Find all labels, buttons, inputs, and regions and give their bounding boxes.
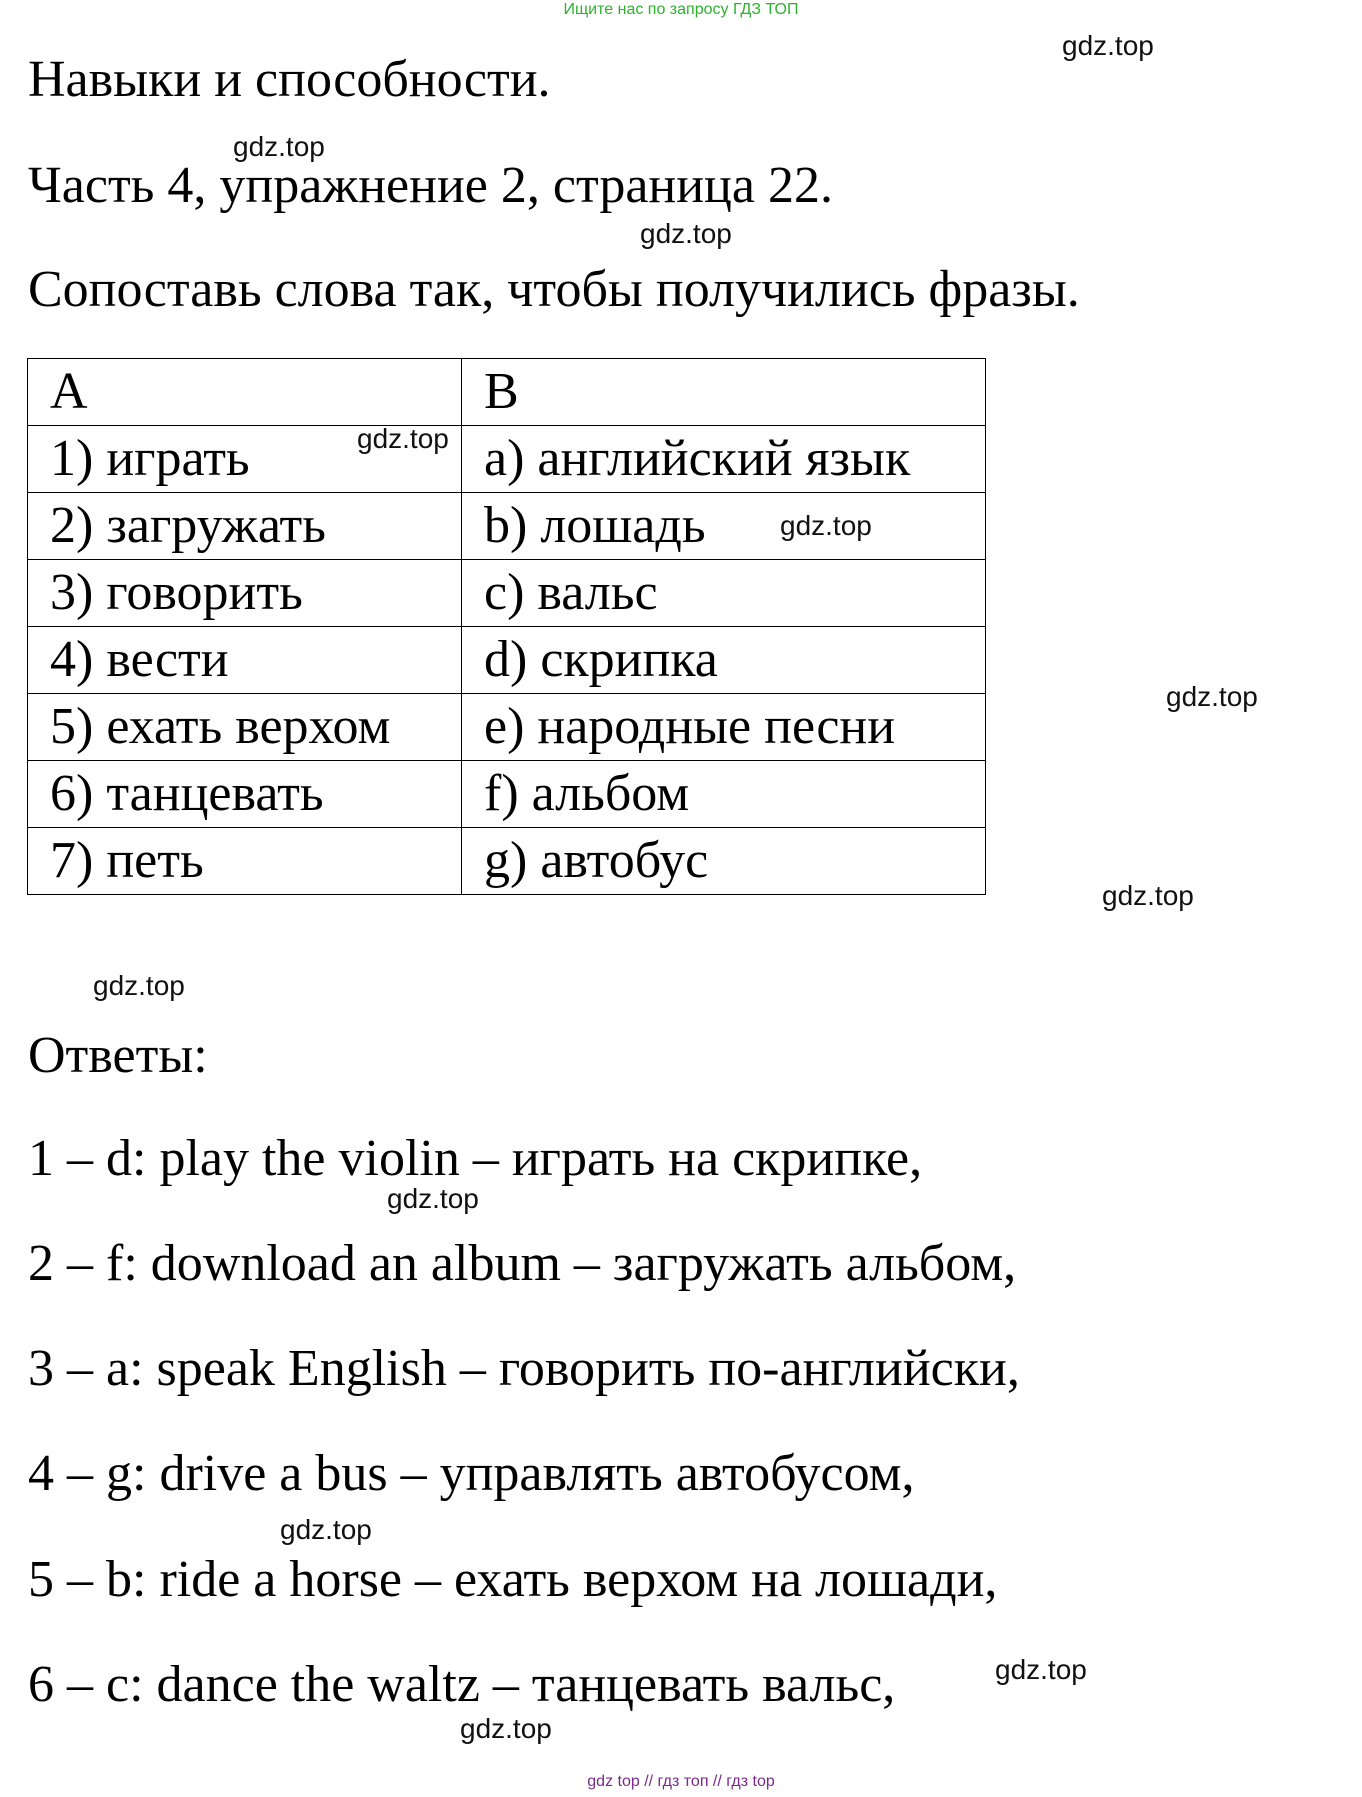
watermark: gdz.top	[93, 970, 185, 1001]
cell-a: 2) загружать	[28, 493, 462, 560]
watermark: gdz.top	[640, 218, 732, 249]
cell-b: f) альбом	[462, 761, 986, 828]
page-title: Навыки и способности.	[28, 51, 551, 108]
watermark: gdz.top	[233, 131, 325, 162]
exercise-instruction: Сопоставь слова так, чтобы получились фразы.	[28, 261, 1080, 318]
watermark: gdz.top	[995, 1654, 1087, 1685]
watermark: gdz.top	[780, 510, 872, 541]
table-row	[28, 426, 986, 493]
cell-a: 3) говорить	[28, 560, 462, 627]
watermark: gdz.top	[460, 1713, 552, 1744]
table-header-row	[28, 359, 986, 426]
cell-b: a) английский язык	[462, 426, 986, 493]
answer-line: 5 – b: ride a horse – ехать верхом на лошади,	[28, 1551, 998, 1608]
table-row	[28, 828, 986, 895]
answers-heading: Ответы:	[28, 1027, 208, 1084]
answer-line: 4 – g: drive a bus – управлять автобусом,	[28, 1445, 915, 1502]
cell-a: 6) танцевать	[28, 761, 462, 828]
cell-b: b) лошадь	[462, 493, 986, 560]
answer-line: 3 – a: speak English – говорить по-английски,	[28, 1340, 1020, 1397]
cell-a: 1) играть	[28, 426, 462, 493]
answer-line: 6 – c: dance the waltz – танцевать вальс,	[28, 1656, 896, 1713]
exercise-subtitle: Часть 4, упражнение 2, страница 22.	[28, 157, 833, 214]
top-banner: Ищите нас по запросу ГДЗ ТОП	[563, 1, 799, 18]
cell-a: 5) ехать верхом	[28, 694, 462, 761]
answer-line: 2 – f: download an album – загружать альбом,	[28, 1235, 1017, 1292]
cell-a: 7) петь	[28, 828, 462, 895]
table-row	[28, 627, 986, 694]
cell-b: c) вальс	[462, 560, 986, 627]
cell-b: d) скрипка	[462, 627, 986, 694]
footer-watermark: gdz top // гдз топ // гдз top	[587, 1773, 775, 1790]
answer-line: 1 – d: play the violin – играть на скрипке,	[28, 1130, 923, 1187]
watermark: gdz.top	[1166, 681, 1258, 712]
watermark: gdz.top	[1102, 880, 1194, 911]
column-header-b: B	[462, 359, 986, 426]
watermark: gdz.top	[357, 423, 449, 454]
cell-a: 4) вести	[28, 627, 462, 694]
watermark: gdz.top	[1062, 30, 1154, 61]
cell-b: e) народные песни	[462, 694, 986, 761]
table-row	[28, 761, 986, 828]
cell-b: g) автобус	[462, 828, 986, 895]
watermark: gdz.top	[387, 1183, 479, 1214]
matching-table	[27, 358, 986, 895]
watermark: gdz.top	[280, 1514, 372, 1545]
column-header-a: A	[28, 359, 462, 426]
table-row	[28, 560, 986, 627]
table-row	[28, 694, 986, 761]
